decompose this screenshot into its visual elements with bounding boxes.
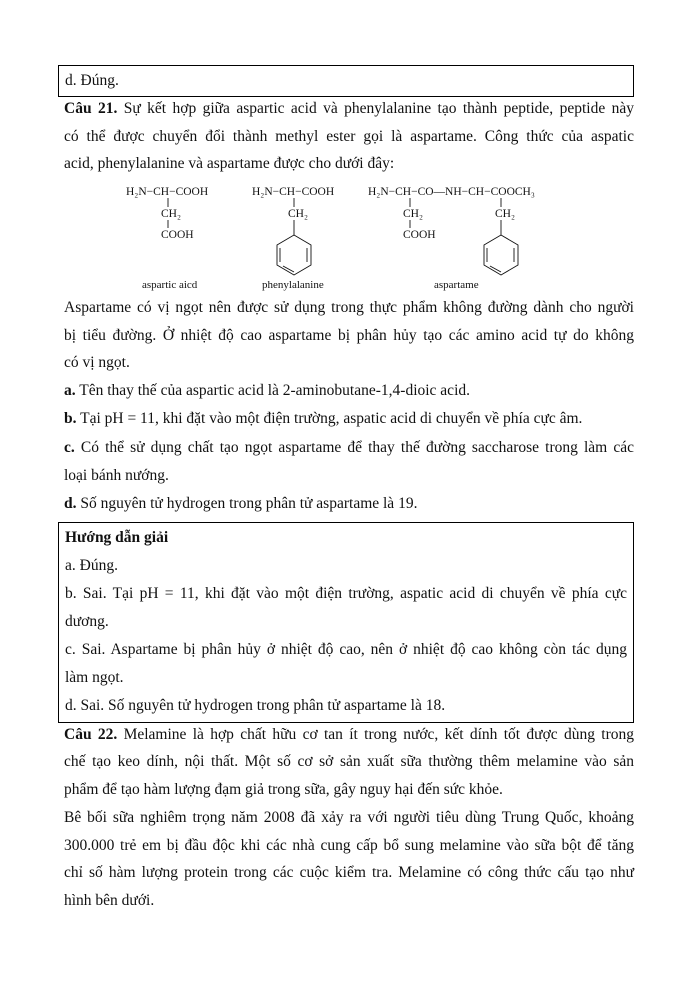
solution-line-b-cont: dương. — [65, 613, 109, 630]
q22-line-2: chế tạo keo dính, nội thất. Một số cơ sở sản xuất sữa thường thêm melamine vào sản — [64, 753, 634, 770]
q21-body-line-1: Aspartame có vị ngọt nên được sử dụng trong thực phẩm không đường dành cho người — [64, 299, 634, 316]
structures-figure — [120, 178, 610, 293]
statement-d: d. Số nguyên tử hydrogen trong phân tử aspartame là 19. — [64, 495, 418, 512]
solution-box — [58, 522, 634, 723]
svg-text:H₂N−CH−CO—NH−CH−COOCH₃: H₂N−CH−CO—NH−CH−COOCH₃ — [368, 186, 535, 198]
svg-text:CH₂: CH₂ — [161, 208, 181, 220]
previous-answer-box — [58, 65, 634, 97]
q21-intro-line-1: Câu 21. Sự kết hợp giữa aspartic acid và phenylalanine tạo thành peptide, peptide này — [64, 100, 634, 117]
statement-c: c. Có thể sử dụng chất tạo ngọt aspartame để thay thế đường saccharose trong làm các — [64, 439, 634, 456]
q22-line-7: hình bên dưới. — [64, 892, 155, 909]
solution-line-c: c. Sai. Aspartame bị phân hủy ở nhiệt độ cao, nên ở nhiệt độ cao không còn tác dụng — [65, 641, 627, 658]
q21-number: Câu 21. — [64, 100, 118, 117]
statement-a: a. Tên thay thế của aspartic acid là 2-aminobutane-1,4-dioic acid. — [64, 382, 470, 399]
benzene-ring-icon — [277, 235, 311, 275]
q21-intro-line-3: acid, phenylalanine và aspartame được cho dưới đây: — [64, 155, 395, 172]
solution-line-b: b. Sai. Tại pH = 11, khi đặt vào một điện trường, aspatic acid di chuyển về phía cực — [65, 585, 627, 602]
svg-text:CH₂: CH₂ — [403, 208, 423, 220]
aspartic-acid-label: aspartic aicd — [142, 279, 198, 291]
aspartic-acid-structure — [126, 186, 208, 291]
aspartame-label: aspartame — [434, 279, 479, 291]
q22-line-3: phẩm để tạo hàm lượng đạm giả trong sữa, gây nguy hại đến sức khỏe. — [64, 781, 503, 798]
q21-body-line-2: bị tiểu đường. Ở nhiệt độ cao aspartame bị phân hủy tạo các amino acid tự do không — [64, 327, 634, 344]
svg-text:CH₂: CH₂ — [495, 208, 515, 220]
q22-line-6: chỉ số hàm lượng protein trong các cuộc kiểm tra. Melamine có công thức cấu tạo như — [64, 864, 634, 881]
phenylalanine-structure — [252, 186, 334, 291]
svg-text:CH₂: CH₂ — [288, 208, 308, 220]
aspartame-structure — [368, 186, 535, 291]
q21-intro-line-2: có thể được chuyển đổi thành methyl ester gọi là aspartame. Công thức của aspatic — [64, 128, 634, 145]
q22-line-1: Câu 22. Melamine là hợp chất hữu cơ tan ít trong nước, kết dính tốt được dùng trong — [64, 726, 634, 743]
solution-title: Hướng dẫn giải — [65, 529, 169, 546]
phenylalanine-label: phenylalanine — [262, 279, 324, 291]
statement-c-continuation: loại bánh nướng. — [64, 467, 169, 484]
solution-line-a: a. Đúng. — [65, 557, 118, 574]
svg-text:H₂N−CH−COOH: H₂N−CH−COOH — [126, 186, 209, 198]
benzene-ring-icon — [484, 235, 518, 275]
solution-line-d: d. Sai. Số nguyên tử hydrogen trong phân tử aspartame là 18. — [65, 697, 446, 714]
svg-text:COOH: COOH — [403, 229, 436, 241]
statement-b: b. Tại pH = 11, khi đặt vào một điện trường, aspatic acid di chuyển về phía cực âm. — [64, 410, 583, 427]
solution-line-c-cont: làm ngọt. — [65, 669, 124, 686]
svg-text:COOH: COOH — [161, 229, 194, 241]
q22-line-4: Bê bối sữa nghiêm trọng năm 2008 đã xảy ra với người tiêu dùng Trung Quốc, khoảng — [64, 809, 634, 826]
q22-line-5: 300.000 trẻ em bị đầu độc khi các nhà cung cấp bổ sung melamine vào sữa bột để tăng — [64, 837, 634, 854]
previous-answer-text: d. Đúng. — [65, 72, 119, 89]
q22-number: Câu 22. — [64, 726, 118, 743]
svg-text:H₂N−CH−COOH: H₂N−CH−COOH — [252, 186, 335, 198]
q21-body-line-3: có vị ngọt. — [64, 354, 130, 371]
